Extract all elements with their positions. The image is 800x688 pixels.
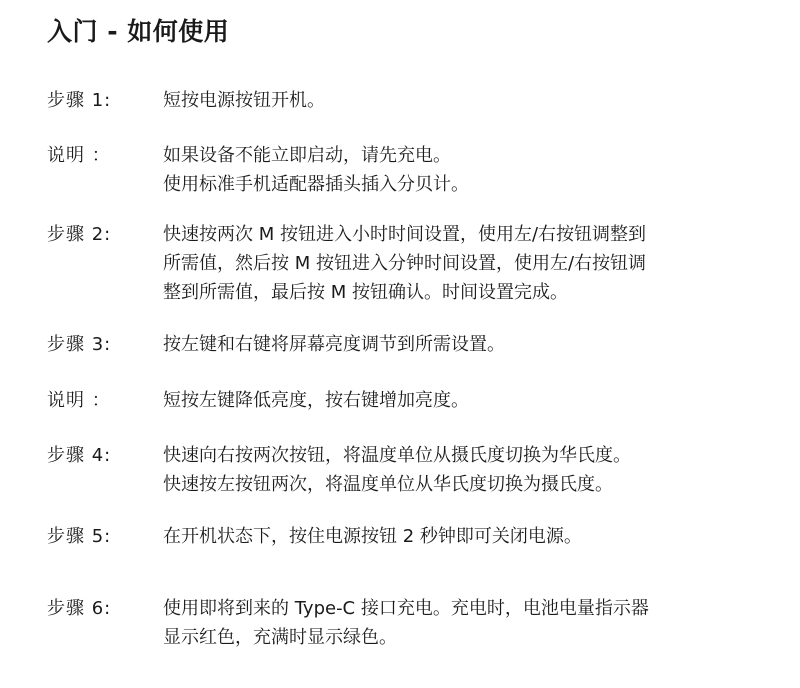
entry-label: 步骤 2: [47, 224, 112, 245]
entry-label: 步骤 1: [47, 90, 112, 111]
entry-label: 步骤 5: [47, 526, 112, 547]
text-line: 按左键和右键将屏幕亮度调节到所需设置。 [163, 334, 505, 355]
entry-text [163, 386, 777, 415]
text-line: 显示红色，充满时显示绿色。 [163, 627, 397, 648]
entry-label: 说明 ： [47, 390, 111, 411]
entry-text [163, 220, 777, 307]
text-line: 如果设备不能立即启动，请先充电。 [163, 145, 451, 166]
entry-text [163, 522, 777, 551]
entry-text [163, 441, 777, 499]
page-title: 入门 - 如何使用 [47, 17, 230, 46]
text-line: 整到所需值，最后按 M 按钮确认。时间设置完成。 [163, 282, 568, 303]
text-line: 使用即将到来的 Type-C 接口充电。充电时，电池电量指示器 [163, 598, 649, 619]
text-line: 在开机状态下，按住电源按钮 2 秒钟即可关闭电源。 [163, 526, 582, 547]
text-line: 快速向右按两次按钮，将温度单位从摄氏度切换为华氏度。 [163, 445, 631, 466]
entry-text [163, 141, 777, 199]
entry-text [163, 330, 777, 359]
entry-text [163, 86, 777, 115]
text-line: 快速按左按钮两次，将温度单位从华氏度切换为摄氏度。 [163, 474, 613, 495]
entry-text [163, 594, 777, 652]
entry-label: 步骤 3: [47, 334, 112, 355]
entry-label: 步骤 4: [47, 445, 112, 466]
text-line: 快速按两次 M 按钮进入小时时间设置，使用左/右按钮调整到 [163, 224, 647, 245]
text-line: 所需值，然后按 M 按钮进入分钟时间设置，使用左/右按钮调 [163, 253, 647, 274]
text-line: 短按左键降低亮度，按右键增加亮度。 [163, 390, 469, 411]
text-line: 短按电源按钮开机。 [163, 90, 325, 111]
text-line: 使用标准手机适配器插头插入分贝计。 [163, 174, 469, 195]
entry-label: 说明 ： [47, 145, 111, 166]
entry-label: 步骤 6: [47, 598, 112, 619]
